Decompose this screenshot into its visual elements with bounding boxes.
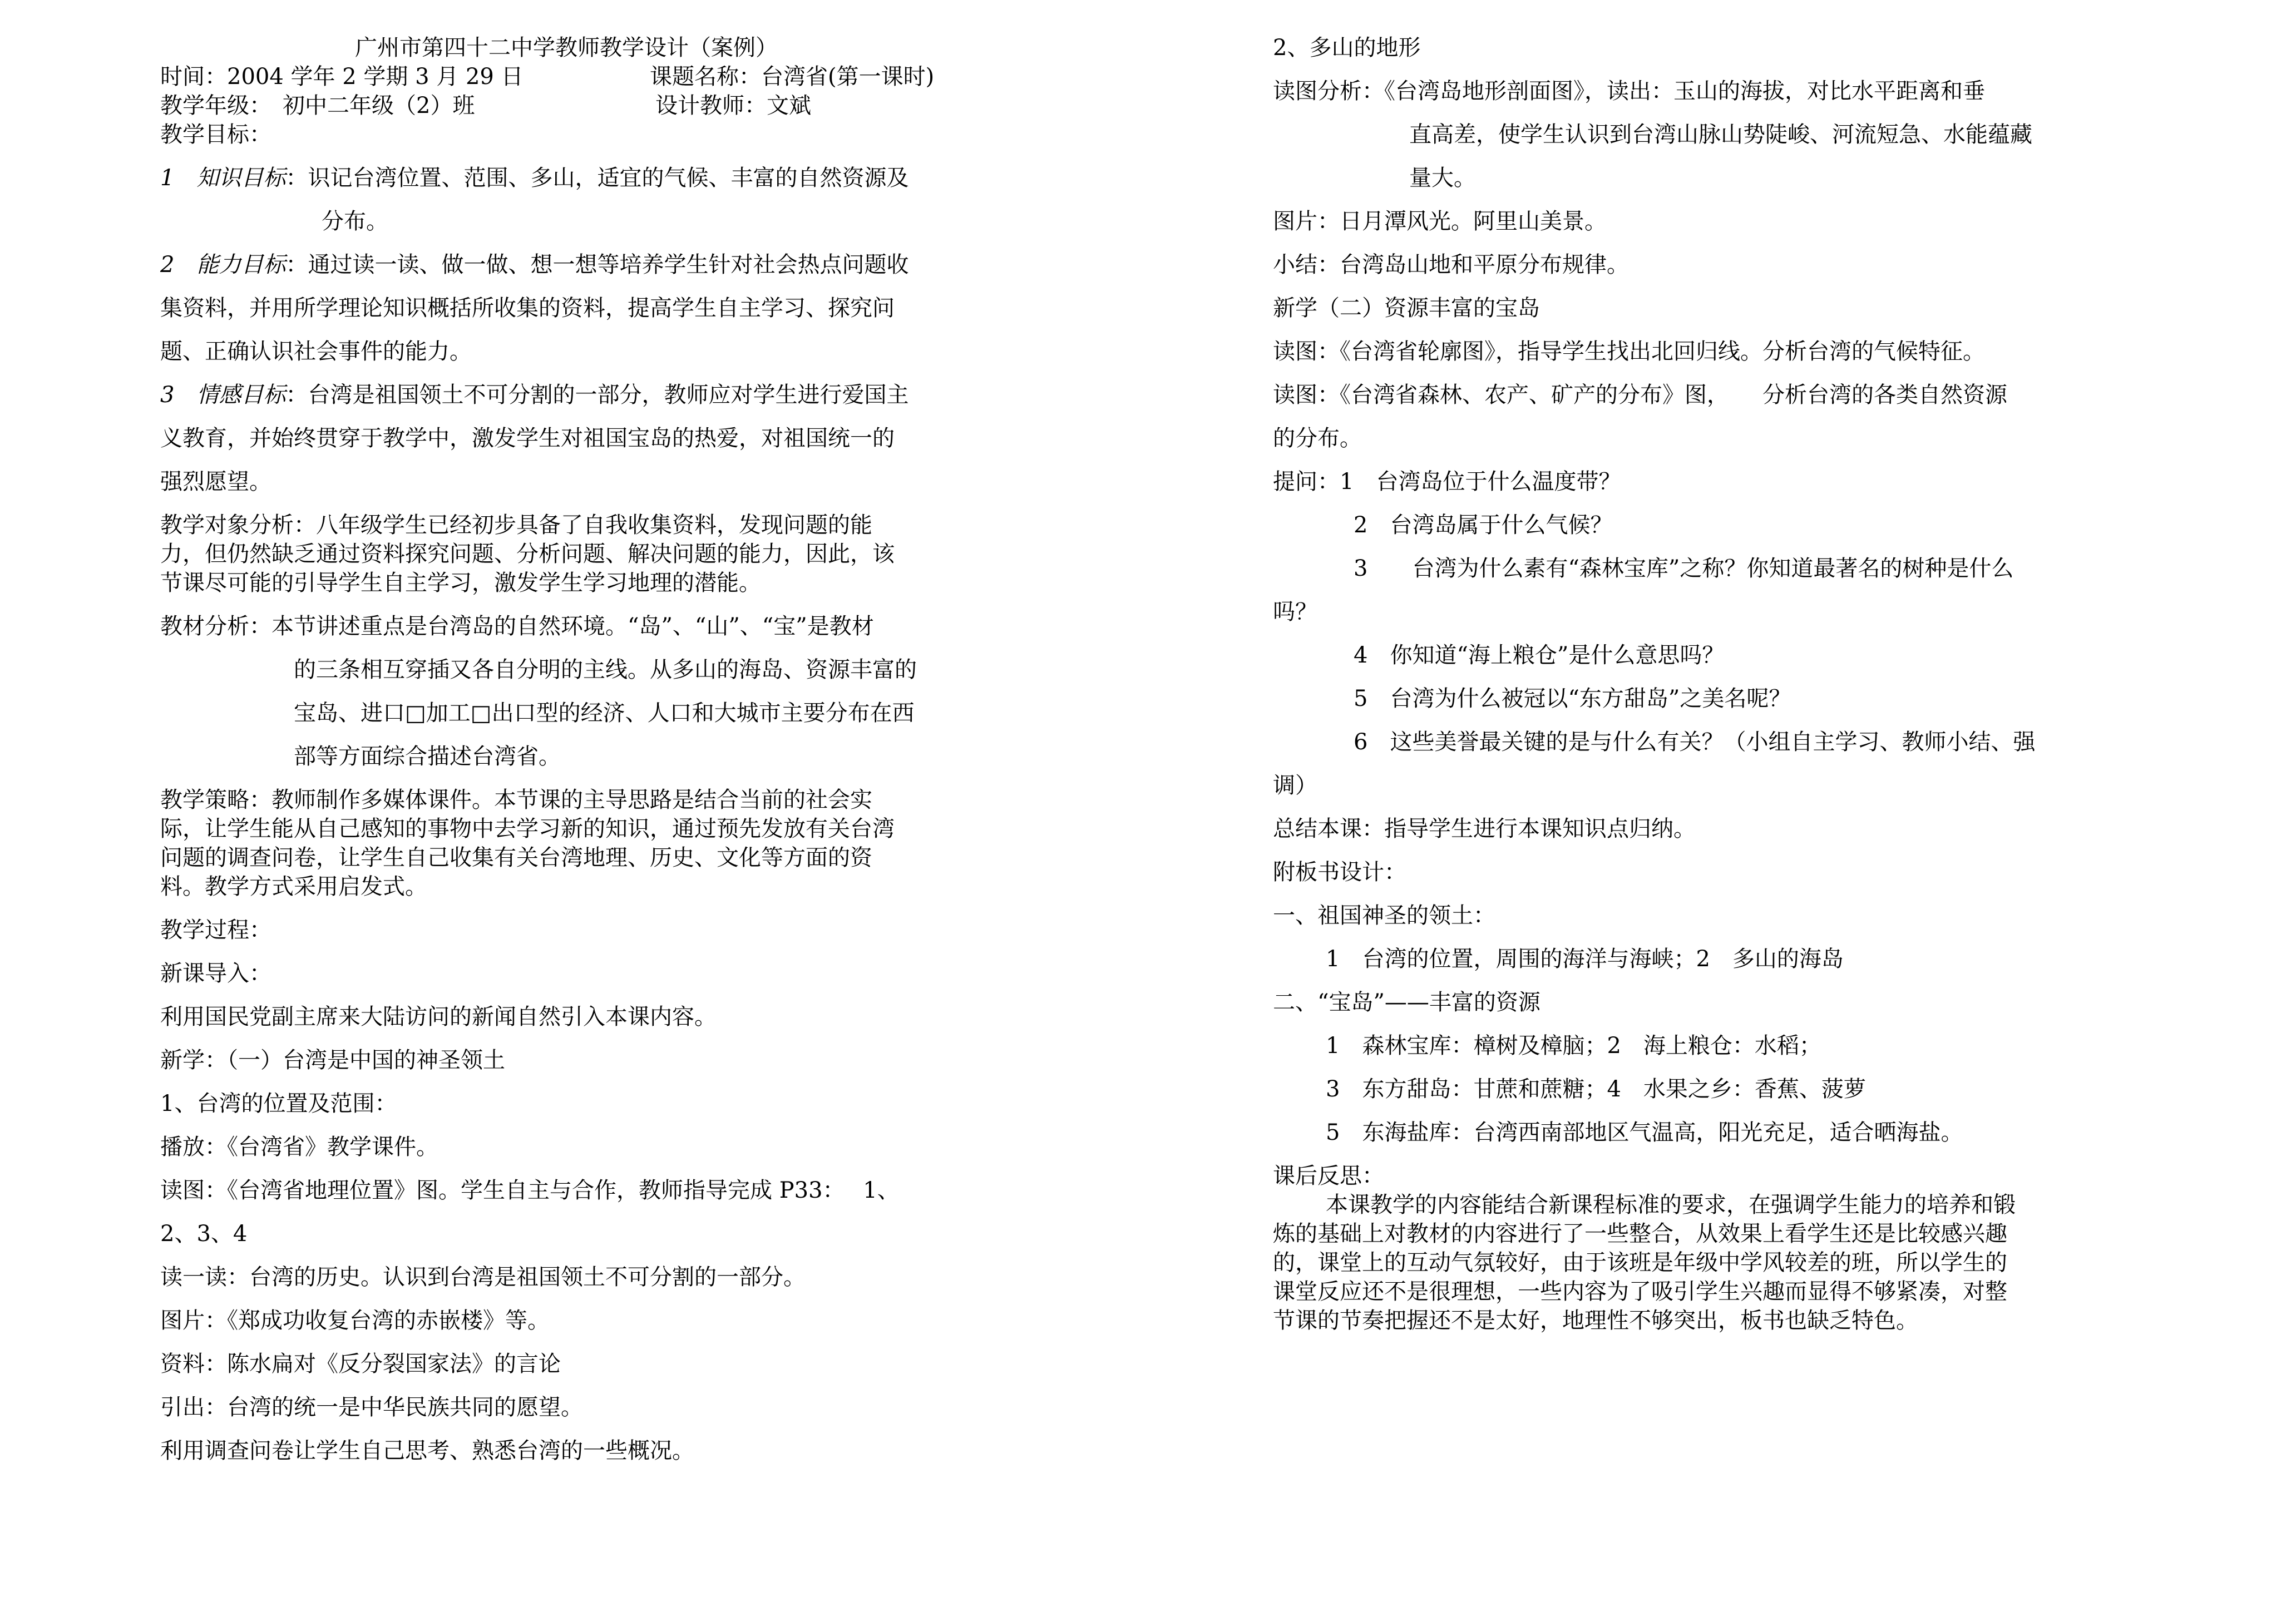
goals-heading: 教学目标： — [160, 122, 271, 147]
read-map-2: 读图：《台湾省轮廓图》，指导学生找出北回归线。分析台湾的气候特征。 — [1273, 339, 1985, 364]
goal-knowledge — [160, 164, 1064, 192]
picture-2: 图片：日月潭风光。阿里山美景。 — [1273, 209, 1607, 234]
student-analysis-1: 教学对象分析：八年级学生已经初步具备了自我收集资料，发现问题的能 — [160, 512, 872, 538]
goal-knowledge-label: 1 知识目标 — [160, 165, 286, 191]
board-design-heading: 附板书设计： — [1273, 859, 1406, 885]
question-1: 提问：1 台湾岛位于什么温度带？ — [1273, 469, 1621, 495]
question-3-cont: 吗？ — [1273, 599, 1317, 625]
material-analysis-1: 教材分析：本节讲述重点是台湾岛的自然环境。“岛”、“山”、“宝”是教材 — [160, 614, 874, 639]
goal-emotion — [160, 380, 1064, 409]
new-lesson-2: 新学（二）资源丰富的宝岛 — [1273, 295, 1540, 321]
board-item-1-detail: 1 台湾的位置，周围的海洋与海峡；2 多山的海岛 — [1326, 946, 1844, 972]
material-analysis-2: 的三条相互穿插又各自分明的主线。从多山的海岛、资源丰富的 — [294, 657, 917, 683]
goal-emotion-text: ：台湾是祖国领土不可分割的一部分，教师应对学生进行爱国主 — [285, 382, 909, 408]
student-analysis-2: 力，但仍然缺乏通过资料探究问题、分析问题、解决问题的能力，因此，该 — [160, 541, 895, 567]
reflection-heading: 课后反思： — [1273, 1163, 1384, 1189]
strategy-3: 问题的调查问卷，让学生自己收集有关台湾地理、历史、文化等方面的资 — [160, 845, 872, 871]
read-map-1: 读图：《台湾省地理位置》图。学生自主与合作，教师指导完成 P33： 1、 — [160, 1178, 900, 1203]
summary-1: 小结：台湾岛山地和平原分布规律。 — [1273, 252, 1629, 278]
question-3: 3 台湾为什么素有“森林宝库”之称？你知道最著名的树种是什么 — [1354, 556, 2014, 581]
reflection-line-5: 节课的节奏把握还不是太好，地理性不够突出，板书也缺乏特色。 — [1273, 1308, 1918, 1333]
picture-1: 图片：《郑成功收复台湾的赤嵌楼》等。 — [160, 1308, 550, 1333]
material-analysis-4: 部等方面综合描述台湾省。 — [294, 744, 561, 769]
document-title: 广州市第四十二中学教师教学设计（案例） — [355, 35, 778, 61]
lesson-summary: 总结本课：指导学生进行本课知识点归纳。 — [1273, 816, 1696, 842]
read-history: 读一读：台湾的历史。认识到台湾是祖国领土不可分割的一部分。 — [160, 1264, 806, 1290]
goal-ability-cont-1: 集资料，并用所学理论知识概括所收集的资料，提高学生自主学习、探究问 — [160, 295, 895, 321]
material-1: 资料：陈水扁对《反分裂国家法》的言论 — [160, 1351, 561, 1377]
intro-heading: 新课导入： — [160, 961, 271, 986]
board-item-1: 一、祖国神圣的领土： — [1273, 903, 1495, 928]
reflection-line-3: 的，课堂上的互动气氛较好，由于该班是年级中学风较差的班，所以学生的 — [1273, 1250, 2007, 1276]
intro-text: 利用国民党副主席来大陆访问的新闻自然引入本课内容。 — [160, 1004, 717, 1030]
new-lesson-1: 新学：（一）台湾是中国的神圣领土 — [160, 1047, 505, 1073]
play-courseware: 播放：《台湾省》教学课件。 — [160, 1134, 438, 1160]
goal-ability — [160, 250, 1064, 279]
question-5: 5 台湾为什么被冠以“东方甜岛”之美名呢？ — [1354, 686, 1791, 711]
read-map-3: 读图：《台湾省森林、农产、矿产的分布》图， 分析台湾的各类自然资源 — [1273, 382, 2007, 408]
lesson-topic: 课题名称：台湾省(第一课时) — [650, 64, 935, 90]
strategy-1: 教学策略：教师制作多媒体课件。本节课的主导思路是结合当前的社会实 — [160, 787, 872, 813]
student-analysis-3: 节课尽可能的引导学生自主学习，激发学生学习地理的潜能。 — [160, 570, 761, 596]
section-1-heading: 1、台湾的位置及范围： — [160, 1091, 397, 1116]
right-column — [1273, 33, 2171, 1335]
board-item-2: 二、“宝岛”——丰富的资源 — [1273, 990, 1540, 1015]
board-item-2-detail-3: 5 东海盐库：台湾西南部地区气温高，阳光充足，适合晒海盐。 — [1326, 1120, 1963, 1145]
question-2: 2 台湾岛属于什么气候？ — [1354, 512, 1613, 538]
strategy-2: 际，让学生能从自己感知的事物中去学习新的知识，通过预先发放有关台湾 — [160, 816, 895, 842]
goal-emotion-label: 3 情感目标 — [160, 382, 286, 408]
goal-knowledge-text: ：识记台湾位置、范围、多山，适宜的气候、丰富的自然资源及 — [285, 165, 909, 191]
goal-ability-label: 2 能力目标 — [160, 252, 286, 278]
goal-emotion-cont-1: 义教育，并始终贯穿于教学中，激发学生对祖国宝岛的热爱，对祖国统一的 — [160, 426, 895, 451]
lesson-grade: 教学年级： 初中二年级（2）班 — [160, 93, 475, 118]
reflection-line-2: 炼的基础上对教材的内容进行了一些整合，从效果上看学生还是比较感兴趣 — [1273, 1221, 2007, 1247]
goal-knowledge-cont: 分布。 — [322, 209, 388, 234]
goal-emotion-cont-2: 强烈愿望。 — [160, 469, 271, 495]
meta-row-grade — [160, 91, 1064, 120]
meta-row-time — [160, 62, 1064, 91]
read-analysis-3: 量大。 — [1409, 165, 1476, 191]
read-analysis-2: 直高差，使学生认识到台湾山脉山势陡峻、河流短急、水能蕴藏 — [1409, 122, 2032, 147]
reflection-line-1: 本课教学的内容能结合新课程标准的要求，在强调学生能力的培养和锻 — [1326, 1192, 2016, 1218]
question-4: 4 你知道“海上粮仓”是什么意思吗？ — [1354, 643, 1725, 668]
board-item-2-detail-1: 1 森林宝库：樟树及樟脑；2 海上粮仓：水稻； — [1326, 1033, 1821, 1059]
read-map-1-cont: 2、3、4 — [160, 1221, 248, 1247]
question-6-cont: 调） — [1273, 773, 1317, 798]
question-6: 6 这些美誉最关键的是与什么有关？（小组自主学习、教师小结、强 — [1354, 729, 2036, 755]
material-analysis-3: 宝岛、进口□加工□出口型的经济、人口和大城市主要分布在西 — [294, 700, 915, 726]
process-heading: 教学过程： — [160, 917, 271, 943]
reflection-line-4: 课堂反应还不是很理想，一些内容为了吸引学生兴趣而显得不够紧凑，对整 — [1273, 1279, 2007, 1304]
strategy-4: 料。教学方式采用启发式。 — [160, 874, 427, 900]
read-analysis-1: 读图分析：《台湾岛地形剖面图》，读出：玉山的海拔，对比水平距离和垂 — [1273, 78, 1985, 104]
goal-ability-text: ：通过读一读、做一做、想一想等培养学生针对社会热点问题收 — [285, 252, 909, 278]
goal-ability-cont-2: 题、正确认识社会事件的能力。 — [160, 339, 472, 364]
read-map-3-cont: 的分布。 — [1273, 426, 1362, 451]
survey-text: 利用调查问卷让学生自己思考、熟悉台湾的一些概况。 — [160, 1438, 694, 1464]
board-item-2-detail-2: 3 东方甜岛：甘蔗和蔗糖；4 水果之乡：香蕉、菠萝 — [1326, 1076, 1866, 1102]
lesson-teacher: 设计教师：文斌 — [655, 93, 811, 118]
section-2-heading: 2、多山的地形 — [1273, 35, 1421, 61]
lead-out: 引出：台湾的统一是中华民族共同的愿望。 — [160, 1395, 583, 1420]
lesson-time: 时间：2004 学年 2 学期 3 月 29 日 — [160, 64, 524, 90]
left-column — [160, 33, 1064, 1465]
